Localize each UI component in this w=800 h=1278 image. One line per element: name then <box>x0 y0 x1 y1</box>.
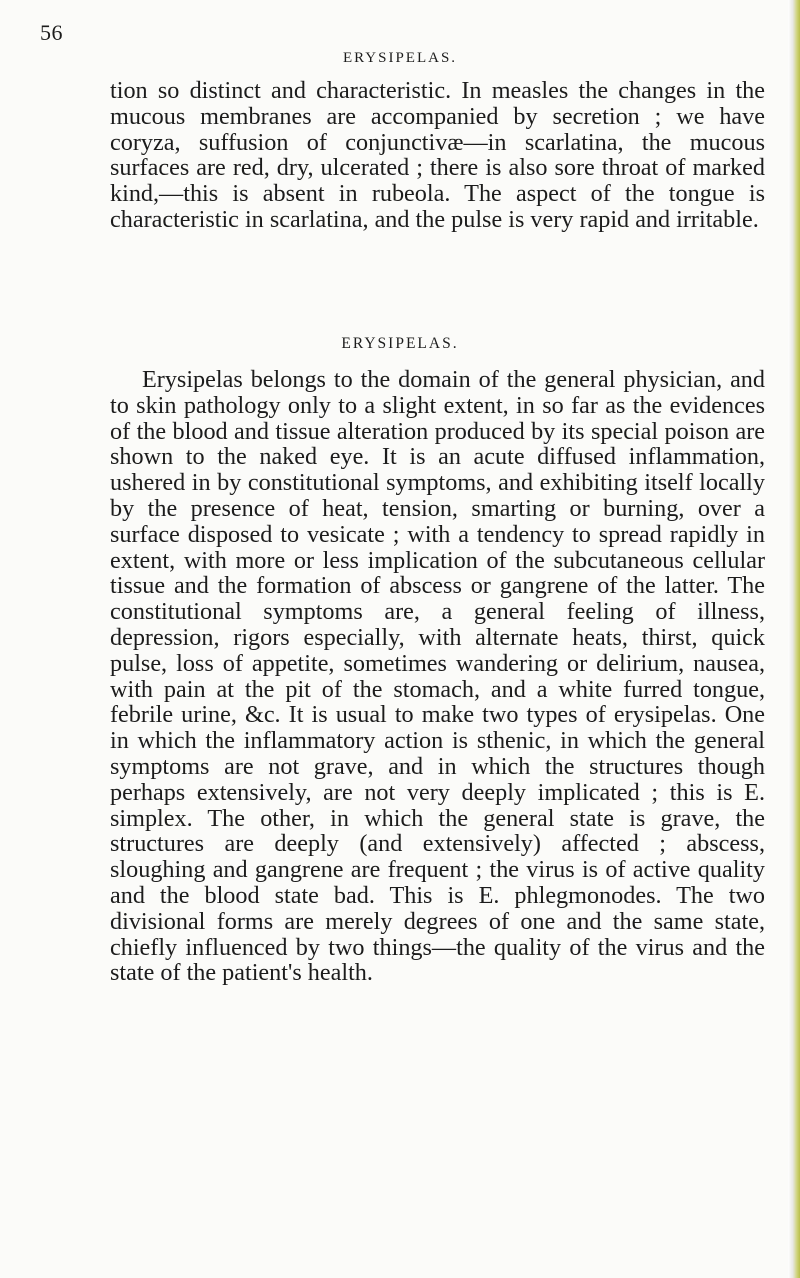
page-number: 56 <box>40 20 63 45</box>
paragraph-continued: tion so distinct and characteristic. In measles the changes in the mucous membranes are accompanied by secretion ; we have coryza, suffusion of conjunctivæ—in scarlatina, the mucous surfaces are red, dry, ulcerated ; there is also sore throat of marked kind,—this is absent in rubeola. The aspect of the tongue is characteristic in scarlatina, and the pulse is very rapid and irritable. <box>110 77 765 233</box>
page-binding-edge <box>788 0 800 1278</box>
running-head: ERYSIPELAS. <box>342 50 458 66</box>
section-heading: ERYSIPELAS. <box>341 335 459 352</box>
paragraph-erysipelas: Erysipelas belongs to the domain of the general physician, and to skin pathology only to a slight extent, in so far as the evidences of the blood and tissue alteration produced by its special poison are shown to the naked eye. It is an acute diffused inflammation, ushered in by constitutional symptoms, and exhibiting itself locally by the presence of heat, tension, smarting or burning, over a surface disposed to vesicate ; with a tendency to spread rapidly in extent, with more or less implication of the subcutaneous cellular tissue and the formation of abscess or gangrene of the latter. The constitutional symptoms are, a general feeling of illness, depression, rigors especially, with alternate heats, thirst, quick pulse, loss of appetite, sometimes wandering or delirium, nausea, with pain at the pit of the stomach, and a white furred tongue, febrile urine, &c. It is usual to make two types of erysipelas. One in which the inflammatory action is sthenic, in which the general symptoms are not grave, and in which the structures though perhaps extensively, are not very deeply implicated ; this is E. simplex. The other, in which the general state is grave, the structures are deeply (and extensively) affected ; abscess, sloughing and gangrene are frequent ; the virus is of active quality and the blood state bad. This is E. phlegmonodes. The two divisional forms are merely degrees of one and the same state, chiefly influenced by two things—the quality of the virus and the state of the patient's health. <box>110 366 765 987</box>
